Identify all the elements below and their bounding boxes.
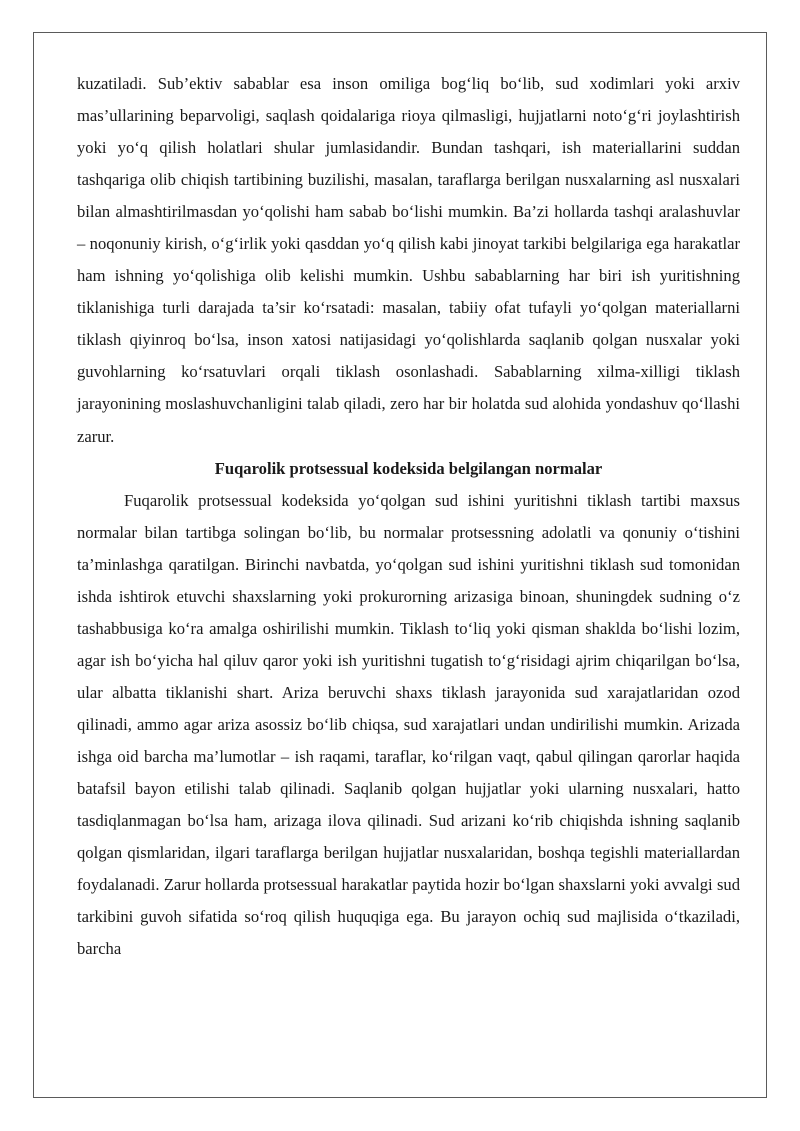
continued-paragraph: kuzatiladi. Sub’ektiv sabablar esa inson omiliga bog‘liq bo‘lib, sud xodimlari yoki arxiv mas’ullarining beparvoligi, saqlash qoidalariga rioya qilmasligi, hujjatlarni noto‘g‘ri joylashtirish yoki yo‘q qilish holatlari shular jumlasidandir. Bundan tashqari, ish materiallarini suddan tashqariga olib chiqish tartibining buzilishi, masalan, taraflarga berilgan nusxalarning asl nusxalari bilan almashtirilmasdan yo‘qolishi ham sabab bo‘lishi mumkin. Ba’zi hollarda tashqi aralashuvlar – noqonuniy kirish, o‘g‘irlik yoki qasddan yo‘q qilish kabi jinoyat tarkibi belgilariga ega harakatlar ham ishning yo‘qolishiga olib kelishi mumkin. Ushbu sabablarning har biri ish yuritishning tiklanishiga turli darajada ta’sir ko‘rsatadi: masalan, tabiiy ofat tufayli yo‘qolgan materiallarni tiklash qiyinroq bo‘lsa, inson xatosi natijasidagi yo‘qolishlarda saqlanib qolgan nusxalar yoki guvohlarning ko‘rsatuvlari orqali tiklash osonlashadi. Sabablarning xilma-xilligi tiklash jarayonining moslashuvchanligini talab qiladi, zero har bir holatda sud alohida yondashuv qo‘llashi zarur. (77, 74, 740, 446)
section-heading: Fuqarolik protsessual kodeksida belgilangan normalar (214, 458, 603, 478)
main-paragraph: Fuqarolik protsessual kodeksida yo‘qolgan sud ishini yuritishni tiklash tartibi maxsus normalar bilan tartibga solingan bo‘lib, bu normalar protsessning adolatli va qonuniy o‘tishini ta’minlashga qaratilgan. Birinchi navbatda, yo‘qolgan sud ishini yuritishni tiklash sud tomonidan ishda ishtirok etuvchi shaxslarning yoki prokurorning arizasiga binoan, shuningdek sudning o‘z tashabbusiga ko‘ra amalga oshirilishi mumkin. Tiklash to‘liq yoki qisman shaklda bo‘lishi lozim, agar ish bo‘yicha hal qiluv qaror yoki ish yuritishni tugatish to‘g‘risidagi ajrim chiqarilgan bo‘lsa, ular albatta tiklanishi shart. Ariza beruvchi shaxs tiklash jarayonida sud xarajatlaridan ozod qilinadi, ammo agar ariza asossiz bo‘lib chiqsa, sud xarajatlari undan undirilishi mumkin. Arizada ishga oid barcha ma’lumotlar – ish raqami, taraflar, ko‘rilgan vaqt, qabul qilingan qarorlar haqida batafsil bayon etilishi talab qilinadi. Saqlanib qolgan hujjatlar yoki ularning nusxalari, hatto tasdiqlanmagan bo‘lsa ham, arizaga ilova qilinadi. Sud arizani ko‘rib chiqishda ishning saqlanib qolgan qismlaridan, ilgari taraflarga berilgan hujjatlar nusxalaridan, boshqa tegishli materiallardan foydalanadi. Zarur hollarda protsessual harakatlar paytida hozir bo‘lgan shaxslarni yoki avvalgi sud tarkibini guvoh sifatida so‘roq qilish huquqiga ega. Bu jarayon ochiq sud majlisida o‘tkaziladi, barcha (77, 490, 740, 959)
document-body (77, 68, 740, 965)
